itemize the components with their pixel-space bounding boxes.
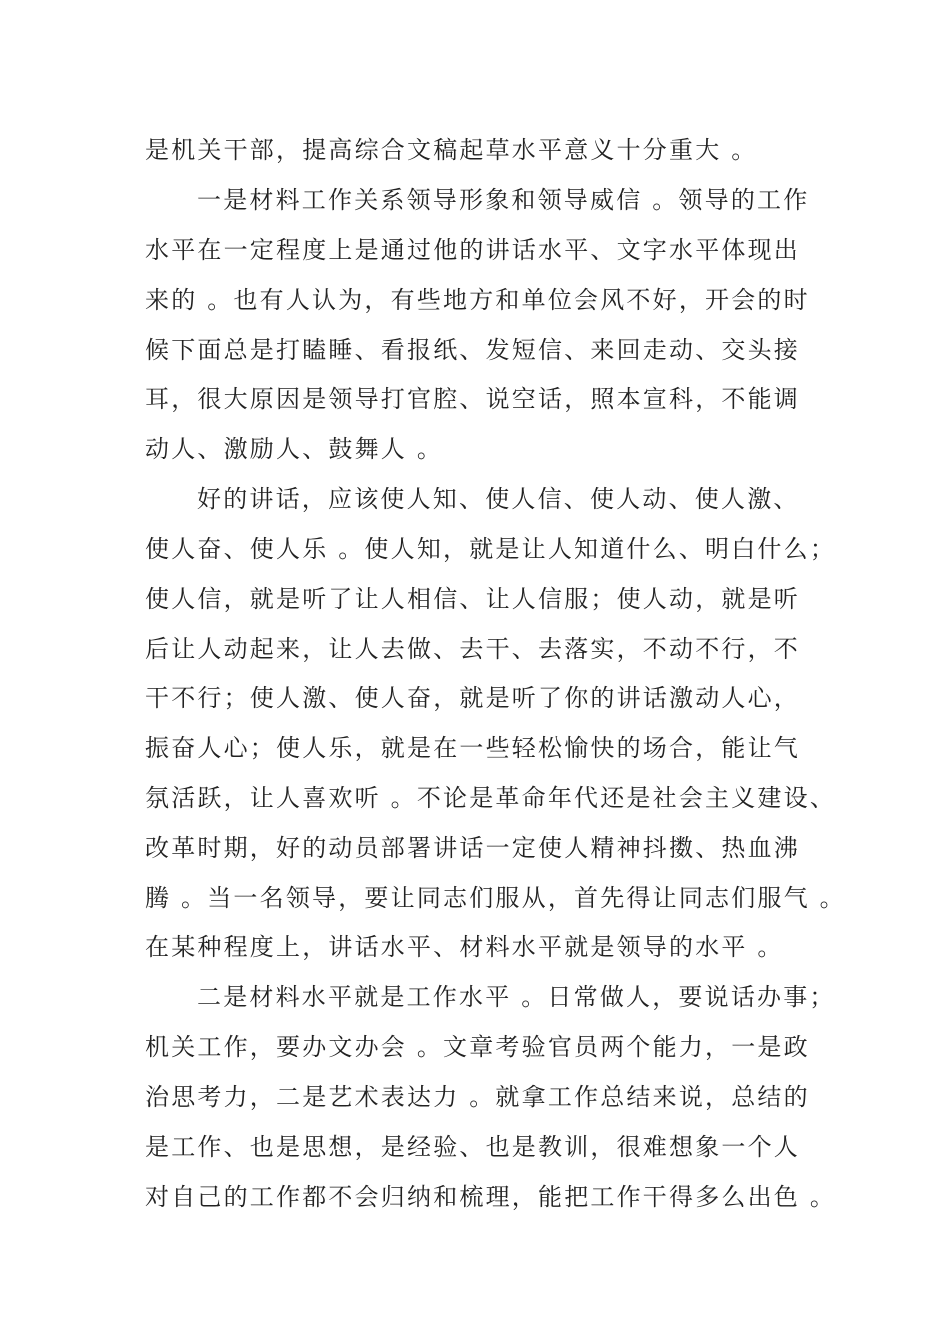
text-line: 使人奋、使人乐 。使人知，就是让人知道什么、明白什么；: [145, 535, 837, 563]
text-line: 来的 。也有人认为，有些地方和单位会风不好，开会的时: [145, 286, 810, 314]
text-line: 在某种程度上，讲话水平、材料水平就是领导的水平 。: [145, 933, 784, 961]
text-line: 振奋人心；使人乐，就是在一些轻松愉快的场合，能让气: [145, 734, 800, 762]
text-line: 使人信，就是听了让人相信、让人信服；使人动，就是听: [145, 585, 800, 613]
text-line: 对自己的工作都不会归纳和梳理，能把工作干得多么出色 。: [145, 1183, 837, 1211]
text-line: 好的讲话，应该使人知、使人信、使人动、使人激、: [197, 485, 800, 513]
text-line: 腾 。当一名领导，要让同志们服从，首先得让同志们服气 。: [145, 884, 846, 912]
text-line: 治思考力，二是艺术表达力 。就拿工作总结来说，总结的: [145, 1083, 810, 1111]
text-line: 干不行；使人激、使人奋，就是听了你的讲话激动人心，: [145, 684, 800, 712]
text-line: 改革时期，好的动员部署讲话一定使人精神抖擞、热血沸: [145, 834, 800, 862]
text-line: 耳，很大原因是领导打官腔、说空话，照本宣科，不能调: [145, 385, 800, 413]
text-line: 水平在一定程度上是通过他的讲话水平、文字水平体现出: [145, 236, 800, 264]
text-line: 二是材料水平就是工作水平 。日常做人，要说话办事；: [197, 983, 836, 1011]
text-line: 候下面总是打瞌睡、看报纸、发短信、来回走动、交头接: [145, 336, 800, 364]
text-line: 后让人动起来，让人去做、去干、去落实，不动不行，不: [145, 635, 800, 663]
text-line: 动人、激励人、鼓舞人 。: [145, 435, 444, 463]
text-line: 机关工作，要办文办会 。文章考验官员两个能力，一是政: [145, 1033, 810, 1061]
text-line: 一是材料工作关系领导形象和领导威信 。领导的工作: [197, 186, 810, 214]
text-line: 氛活跃，让人喜欢听 。不论是革命年代还是社会主义建设、: [145, 784, 837, 812]
text-line: 是机关干部，提高综合文稿起草水平意义十分重大 。: [145, 136, 758, 164]
text-line: 是工作、也是思想，是经验、也是教训，很难想象一个人: [145, 1133, 800, 1161]
